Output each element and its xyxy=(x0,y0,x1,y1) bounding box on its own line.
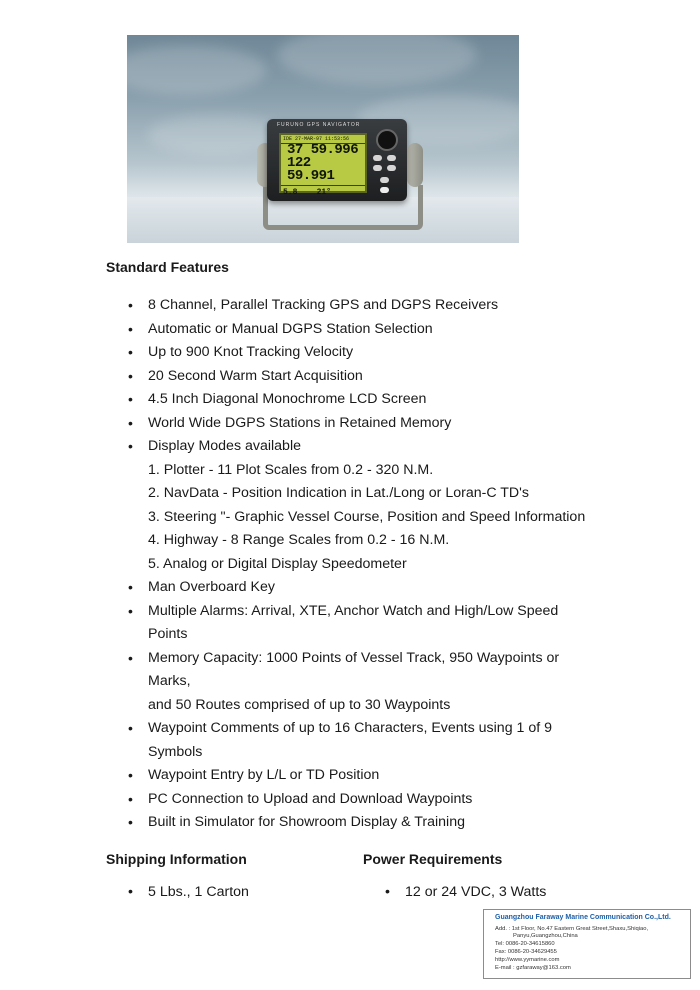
company-address: Add. : 1st Floor, No.47 Eastern Great Street,Shaxu,Shiqiao, xyxy=(495,926,649,932)
list-item: • 8 Channel, Parallel Tracking GPS and DGPS Receivers xyxy=(128,294,608,318)
list-item: • Automatic or Manual DGPS Station Selection xyxy=(128,318,608,342)
company-address-line2: Panyu,Guangzhou,China xyxy=(513,933,578,939)
lcd-screen xyxy=(279,133,367,197)
company-email[interactable]: E-mail : gzfaraway@163.com xyxy=(495,965,571,971)
list-item: • 20 Second Warm Start Acquisition xyxy=(128,365,608,389)
list-item: • Up to 900 Knot Tracking Velocity xyxy=(128,341,608,365)
company-info-box xyxy=(483,909,691,979)
list-item: • Waypoint Comments of up to 16 Characters, Events using 1 of 9 xyxy=(128,717,608,741)
list-item: • World Wide DGPS Stations in Retained Memory xyxy=(128,412,608,436)
company-name: Guangzhou Faraway Marine Communication Co.,Ltd. xyxy=(495,914,671,921)
list-item: • 12 or 24 VDC, 3 Watts xyxy=(385,881,546,905)
list-item: • PC Connection to Upload and Download Waypoints xyxy=(128,788,608,812)
device-brand: FURUNO GPS NAVIGATOR xyxy=(277,122,361,128)
power-heading: Power Requirements xyxy=(363,851,503,867)
list-item-continued: and 50 Routes comprised of up to 30 Waypoints xyxy=(148,696,451,713)
list-subitem: 3. Steering "- Graphic Vessel Course, Position and Speed Information xyxy=(148,508,586,525)
lcd-date-line: IDE 27-MAR-97 11:53:56 xyxy=(281,135,365,144)
bracket-knob-right xyxy=(407,143,423,187)
list-item: • Memory Capacity: 1000 Points of Vessel Track, 950 Waypoints or xyxy=(128,647,608,671)
device-key xyxy=(380,187,389,193)
shipping-heading: Shipping Information xyxy=(106,851,247,867)
lcd-longitude: 122 59.991 xyxy=(287,155,335,184)
shipping-list xyxy=(128,881,249,905)
lcd-latitude: 37 59.996 xyxy=(287,142,359,158)
list-item: • 5 Lbs., 1 Carton xyxy=(128,881,249,905)
power-list xyxy=(385,881,546,905)
cursor-pad-icon xyxy=(376,129,398,151)
device-key xyxy=(387,155,396,161)
list-subitem: 2. NavData - Position Indication in Lat./Long or Loran-C TD's xyxy=(148,485,529,501)
list-item: • Man Overboard Key xyxy=(128,576,608,600)
standard-features-heading: Standard Features xyxy=(106,259,229,275)
list-subitem: 5. Analog or Digital Display Speedometer xyxy=(148,555,407,572)
list-subitem: 1. Plotter - 11 Plot Scales from 0.2 - 320 N.M. xyxy=(148,461,434,478)
list-item: • Waypoint Entry by L/L or TD Position xyxy=(128,764,608,788)
device-key xyxy=(387,165,396,171)
list-item: • Multiple Alarms: Arrival, XTE, Anchor Watch and High/Low Speed xyxy=(128,600,608,624)
lcd-speed-course: 5.8 21° xyxy=(281,185,365,199)
list-subitem: 4. Highway - 8 Range Scales from 0.2 - 16 N.M. xyxy=(148,532,450,548)
device-key xyxy=(373,165,382,171)
features-list xyxy=(128,294,608,835)
list-item: • 4.5 Inch Diagonal Monochrome LCD Screen xyxy=(128,388,608,412)
device-keypad xyxy=(371,125,401,195)
company-tel: Tel: 0086-20-34615860 xyxy=(495,941,555,947)
list-item-continued: Marks, xyxy=(148,673,191,689)
list-item-continued: Points xyxy=(148,626,188,642)
device-key xyxy=(373,155,382,161)
company-website[interactable]: http://www.yymarine.com xyxy=(495,957,560,963)
product-photo xyxy=(127,35,519,243)
list-item: • Built in Simulator for Showroom Display & Training xyxy=(128,811,608,835)
company-fax: Fax: 0086-20-34629455 xyxy=(495,949,557,955)
gps-navigator-unit xyxy=(267,119,407,201)
list-item-continued: Symbols xyxy=(148,743,203,760)
device-key xyxy=(380,177,389,183)
list-item: • Display Modes available xyxy=(128,435,608,459)
